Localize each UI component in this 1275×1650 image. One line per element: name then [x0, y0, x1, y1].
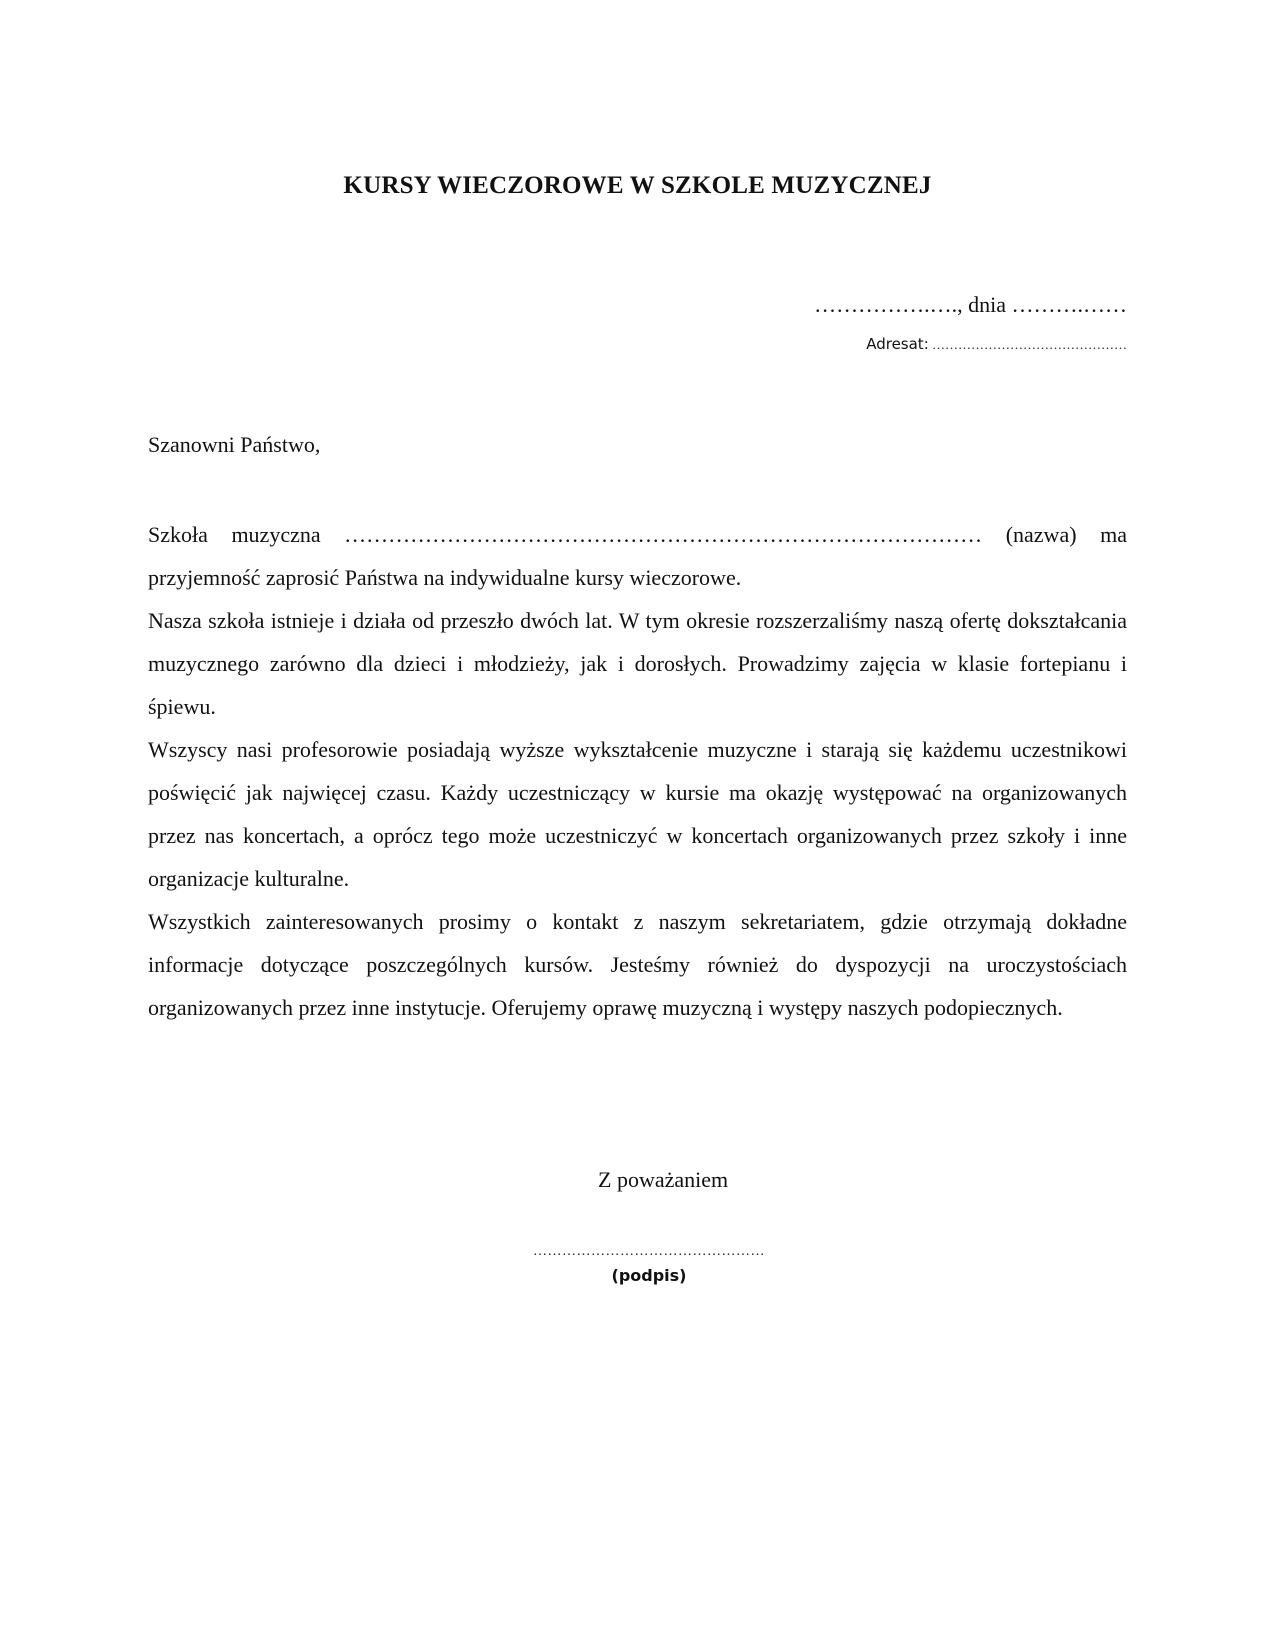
closing: Z poważaniem: [598, 1167, 729, 1192]
greeting: Szanowni Państwo,: [148, 432, 321, 457]
addressee-line: [866, 334, 1127, 354]
first-line-word: Szkoła: [148, 522, 208, 547]
first-line-word: muzyczna: [231, 522, 321, 547]
signature-label: (podpis): [611, 1266, 687, 1285]
paragraph-teachers: Wszyscy nasi profesorowie posiadają wyższe wykształcenie muzyczne i starają się każdemu uczestnikowi poświęcić jak najwięcej czasu. Każdy uczestniczący w kursie ma okazję występować na organizowanych przez nas koncertach, a oprócz tego może uczestniczyć w koncertach organizowanych przez szkoły i inne organizacje kulturalne.: [148, 737, 1127, 891]
addressee-label: Adresat:: [866, 335, 929, 353]
paragraph-about-school: Nasza szkoła istnieje i działa od przeszło dwóch lat. W tym okresie rozszerzaliśmy naszą ofertę dokształcania muzycznego zarówno dla dzieci i młodzieży, jak i dorosłych. Prowadzimy zajęcia w klasie fortepianu i śpiewu.: [148, 608, 1127, 719]
first-line-word: (nazwa): [1005, 522, 1077, 547]
document-title: KURSY WIECZOROWE W SZKOLE MUZYCZNEJ: [343, 172, 932, 199]
signature-dots: …………………………………………: [533, 1244, 765, 1259]
school-name-dots: ……………………………………………………………………………: [344, 522, 983, 547]
first-line-word: ma: [1100, 522, 1127, 547]
first-line: [148, 513, 1127, 556]
paragraph-invitation: przyjemność zaprosić Państwa na indywidualne kursy wieczorowe.: [148, 565, 742, 590]
paragraph-contact: Wszystkich zainteresowanych prosimy o kontakt z naszym sekretariatem, gdzie otrzymają dokładne informacje dotyczące poszczególnych kursów. Jesteśmy również do dyspozycji na uroczystościach organizowanych przez inne instytucje. Oferujemy oprawę muzyczną i występy naszych podopiecznych.: [148, 909, 1127, 1020]
letter-body: [148, 513, 1127, 1029]
place-date-line: …………….…., dnia ……….……: [814, 292, 1127, 317]
addressee-dots: ………………………………………: [928, 337, 1127, 352]
